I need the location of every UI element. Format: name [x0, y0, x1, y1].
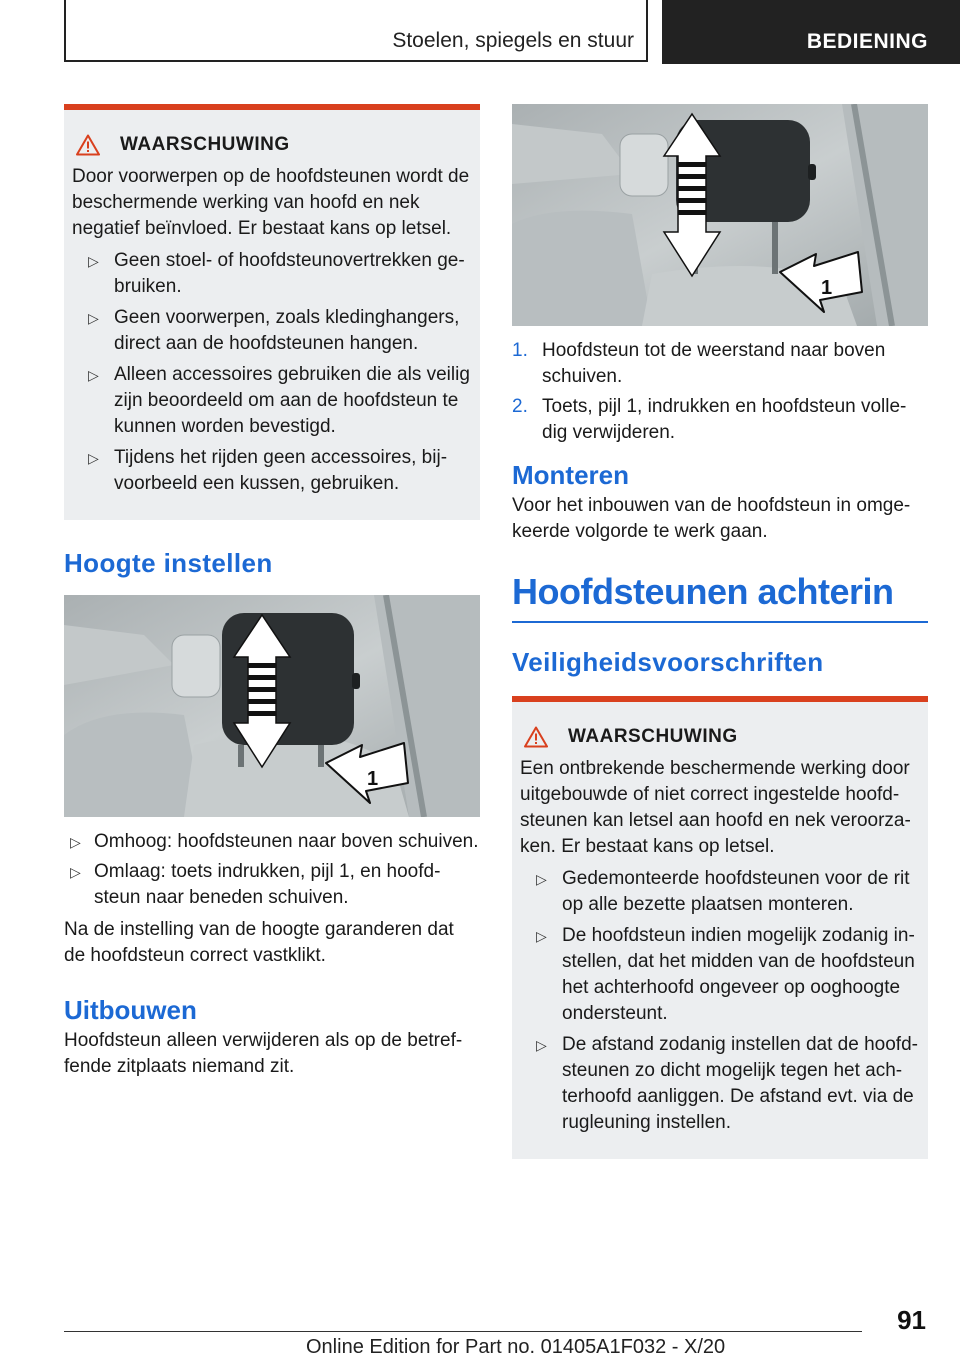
warning-title: WAARSCHUWING	[76, 134, 472, 156]
warning-triangle-icon	[524, 726, 548, 748]
bullet-triangle-icon: ▷	[70, 864, 81, 880]
right-column	[512, 104, 928, 1159]
list-item: ▷ De afstand zodanig instellen dat de hoofd-steunen zo dicht mogelijk tegen het ach-terhoofd aanliggen. De afstand evt. via de rugleuning instellen.	[536, 1034, 918, 1133]
warning-triangle-icon	[76, 134, 100, 156]
warning-title: WAARSCHUWING	[524, 726, 920, 748]
heading-mount: Monteren	[512, 460, 629, 490]
mount-text: Voor het inbouwen van de hoofdsteun in omge-keerde volgorde te werk gaan.	[512, 495, 911, 542]
header-chapter-title: BEDIENING	[806, 30, 928, 53]
height-note: Na de instelling van de hoogte garanderen dat de hoofdsteun correct vastklikt.	[64, 919, 454, 966]
heading-remove: Uitbouwen	[64, 995, 197, 1025]
list-item: ▷ Omhoog: hoofdsteunen naar boven schuiven.	[64, 829, 480, 855]
bullet-triangle-icon: ▷	[88, 310, 99, 326]
bullet-triangle-icon: ▷	[88, 450, 99, 466]
warning-box-rear-headrests	[512, 696, 928, 1159]
bullet-triangle-icon: ▷	[88, 367, 99, 383]
heading-safety: Veiligheidsvoorschriften	[512, 647, 824, 677]
remove-text: Hoofdsteun alleen verwijderen als op de betref-fende zitplaats niemand zit.	[64, 1030, 463, 1077]
warning-text: Een ontbrekende beschermende werking door uitgebouwde of niet correct ingestelde hoofd-steunen kan letsel aan hoofd en nek veroorza-ken. Er bestaat kans op letsel.	[520, 758, 911, 857]
heading-height-adjust: Hoogte instellen	[64, 548, 273, 578]
list-item: ▷ Tijdens het rijden geen accessoires, bij-voorbeeld een kussen, gebruiken.	[88, 447, 448, 494]
bullet-triangle-icon: ▷	[88, 253, 99, 269]
header-section-title: Stoelen, spiegels en stuur	[392, 29, 634, 52]
headrest-remove-illustration	[512, 104, 928, 326]
heading-rear-headrests: Hoofdsteunen achterin	[512, 571, 928, 623]
height-steps-list	[64, 829, 480, 911]
bullet-triangle-icon: ▷	[536, 1037, 547, 1053]
figure-callout-label: 1	[821, 277, 833, 299]
warning-list	[72, 248, 472, 497]
list-item: ▷ Omlaag: toets indrukken, pijl 1, en hoofd-steun naar beneden schuiven.	[70, 861, 441, 908]
remove-steps-list	[512, 338, 928, 446]
figure-callout-label: 1	[367, 768, 379, 790]
list-item: ▷ Geen voorwerpen, zoals kledinghangers, direct aan de hoofdsteunen hangen.	[88, 307, 460, 354]
list-item: ▷ Geen stoel- of hoofdsteunovertrekken ge-bruiken.	[88, 250, 465, 297]
warning-text: Door voorwerpen op de hoofdsteunen wordt de beschermende werking van hoofd en nek negatief beïnvloed. Er bestaat kans op letsel.	[72, 166, 470, 239]
list-item: 2. Toets, pijl 1, indrukken en hoofdsteun volle-dig verwijderen.	[512, 396, 907, 443]
warning-box-headrest-objects	[64, 104, 480, 520]
page-number: 91	[897, 1305, 926, 1335]
warning-list	[520, 866, 920, 1136]
header-chapter-tab	[662, 0, 960, 64]
header-section-box	[64, 0, 648, 62]
footer-edition: Online Edition for Part no. 01405A1F032 - X/20	[306, 1336, 726, 1358]
list-item: ▷ De hoofdsteun indien mogelijk zodanig in-stellen, dat het midden van de hoofdsteun het achterhoofd ongeveer op ooghoogte ondersteunt.	[536, 925, 915, 1024]
bullet-triangle-icon: ▷	[536, 871, 547, 887]
headrest-height-illustration	[64, 595, 480, 817]
list-item: 1. Hoofdsteun tot de weerstand naar boven schuiven.	[512, 340, 886, 387]
left-column	[64, 104, 480, 1080]
footer-divider	[64, 1331, 862, 1332]
bullet-triangle-icon: ▷	[70, 834, 81, 850]
list-item: ▷ Gedemonteerde hoofdsteunen voor de rit op alle bezette plaatsen monteren.	[536, 868, 910, 915]
bullet-triangle-icon: ▷	[536, 928, 547, 944]
list-item: ▷ Alleen accessoires gebruiken die als veilig zijn beoordeeld om aan de hoofdsteun te kunnen worden bevestigd.	[88, 364, 470, 437]
